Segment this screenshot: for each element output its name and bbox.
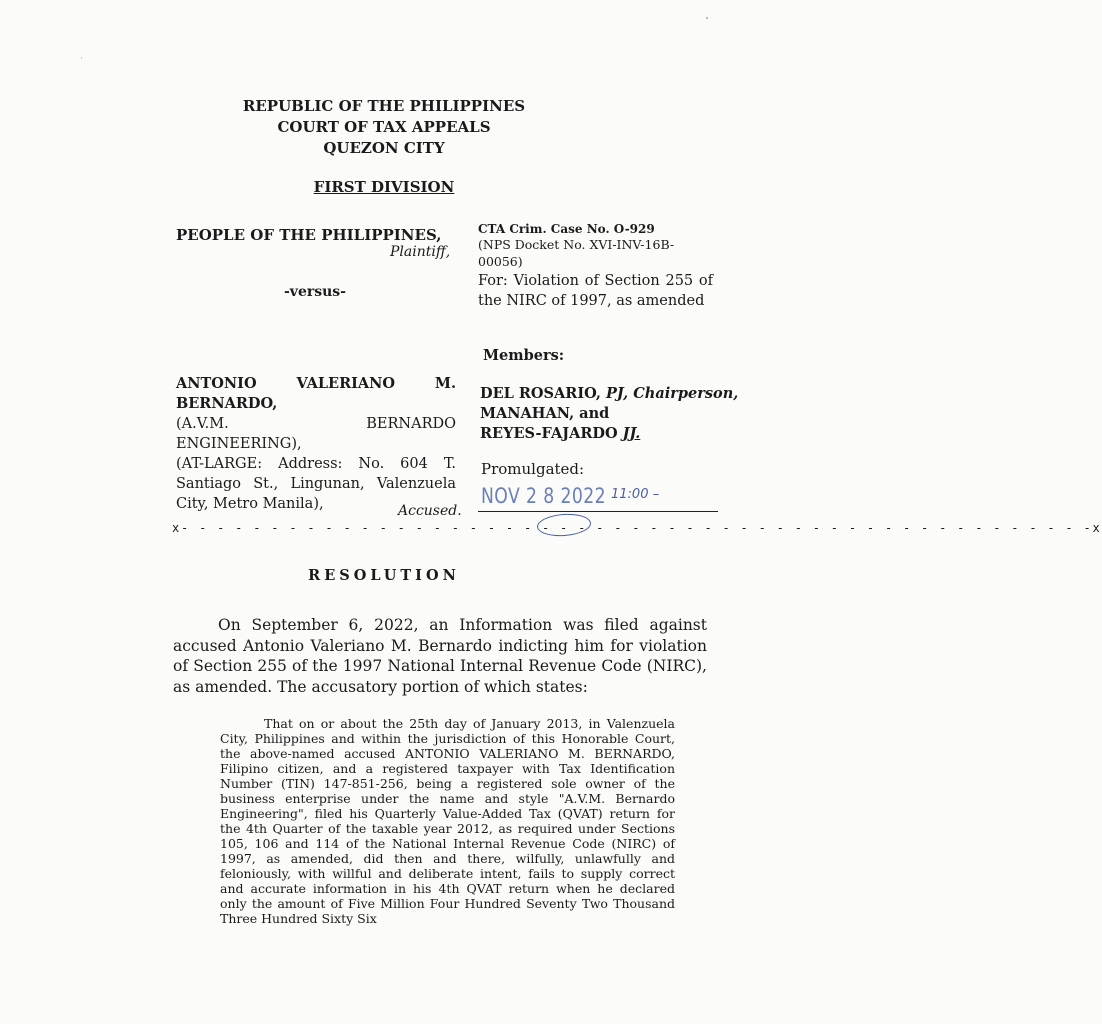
promulgation-time-handwritten: 11:00 – (611, 487, 660, 502)
accused-role: Accused. (398, 503, 462, 519)
body-paragraph: On September 6, 2022, an Information was filed against accused Antonio Valeriano M. Bernardo indicting him for violation of Section 255 of the 1997 National Internal Revenue Code (NIRC), as amended. The accusatory portion of which states: (173, 616, 707, 696)
division-title: FIRST DIVISION (313, 178, 455, 196)
promulgated-label: Promulgated: (481, 460, 585, 478)
accused-aka-right: BERNARDO (366, 416, 456, 432)
member-title-justices: JJ. (622, 425, 641, 442)
accused-name-line1: ANTONIO VALERIANO M. (176, 375, 456, 392)
member-manahan: MANAHAN, and (480, 405, 610, 422)
member-line-1 (480, 384, 738, 404)
separator-line: x- - - - - - - - - - - - - - - - - - - - - - - - - - - - - - - - - - - - - - - - - - - - - - - - - - -x (172, 521, 1102, 535)
accused-aka-left: (A.V.M. (176, 416, 229, 432)
accused-name-line2: BERNARDO, (176, 395, 278, 412)
versus-label: -versus- (284, 284, 346, 300)
case-violation: For: Violation of Section 255 of the NIRC of 1997, as amended (478, 273, 713, 309)
header-republic: REPUBLIC OF THE PHILIPPINES (242, 97, 526, 115)
accused-block (176, 374, 456, 514)
court-header (0, 96, 768, 159)
resolution-title: RESOLUTION (308, 567, 460, 584)
quoted-information: That on or about the 25th day of January 2013, in Valenzuela City, Philippines and within the jurisdiction of this Honorable Court, the above-named accused ANTONIO VALERIANO M. BERNARDO, Filipino citizen, and a registered taxpayer with Tax Identification Number (TIN) 147-851-256, being a registered sole owner of the business enterprise under the name and style "A.V.M. Bernardo Engineering", filed his Quarterly Value-Added Tax (QVAT) return for the 4th Quarter of the taxable year 2012, as required under Sections 105, 106 and 114 of the National Internal Revenue Code (NIRC) of 1997, as amended, did then and there, wilfully, unlawfully and feloniously, with willful and deliberate intent, fails to supply correct and accurate information in his 4th QVAT return when he declared only the amount of Five Million Four Hundred Seventy Two Thousand Three Hundred Sixty Six (220, 716, 675, 926)
member-line-3 (480, 424, 738, 444)
accused-address: (AT-LARGE: Address: No. 604 T. Santiago St., Lingunan, Valenzuela City, Metro Manila), (176, 456, 456, 512)
case-info (478, 222, 713, 311)
header-city: QUEZON CITY (323, 139, 445, 157)
member-reyes-fajardo: REYES-FAJARDO (480, 425, 623, 442)
member-del-rosario: DEL ROSARIO, (480, 385, 601, 402)
nps-docket-line2: 00056) (478, 254, 523, 269)
accused-aka-line (176, 414, 456, 434)
plaintiff-role: Plaintiff, (390, 244, 451, 260)
members-label: Members: (483, 347, 565, 364)
plaintiff-name: PEOPLE OF THE PHILIPPINES, (176, 226, 442, 244)
promulgation-date-stamp: NOV 2 8 2022 (481, 484, 606, 508)
members-list (480, 384, 738, 444)
promulgation-line (478, 511, 718, 512)
page-speck (706, 17, 708, 19)
member-title-chairperson: PJ, Chairperson, (600, 385, 739, 402)
accused-aka-line2: ENGINEERING), (176, 436, 302, 452)
header-court: COURT OF TAX APPEALS (277, 118, 491, 136)
case-number: CTA Crim. Case No. O-929 (478, 222, 655, 236)
page-speck: · (80, 54, 83, 64)
nps-docket-line1: (NPS Docket No. XVI-INV-16B- (478, 237, 675, 252)
